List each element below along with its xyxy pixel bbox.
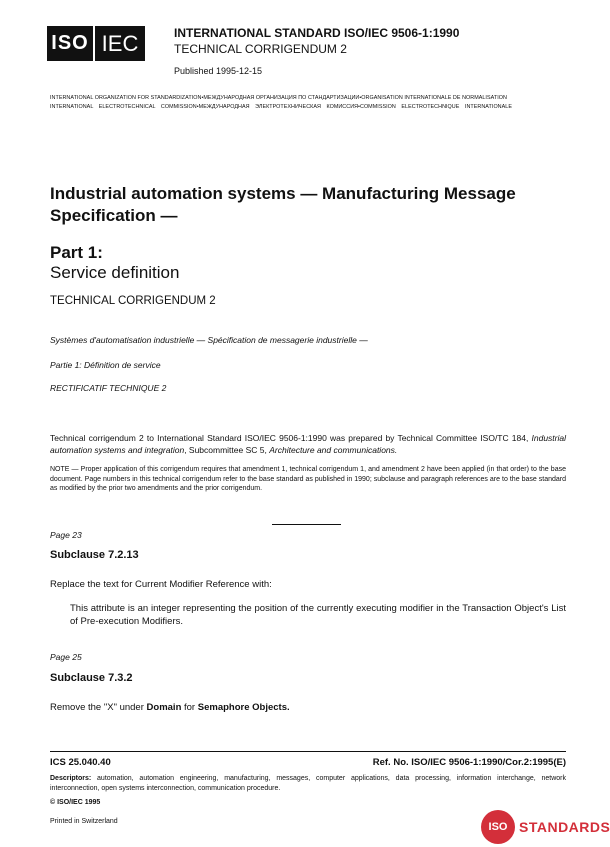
intro-subcommittee-title: Architecture and communications. [269,445,398,455]
replacement-text: This attribute is an integer representing the position of the currently executing modifier in the Transaction Object's List of Pre-execution Modifiers. [70,603,566,627]
reference-number: Ref. No. ISO/IEC 9506-1:1990/Cor.2:1995(E) [372,757,566,768]
french-part: Partie 1: Définition de service [50,360,161,370]
french-title: Systèmes d'automatisation industrielle — Spécification de messagerie industrielle — [50,335,368,345]
document-title: Industrial automation systems — Manufacturing Message Specification — [50,184,516,225]
subclause-heading: Subclause 7.3.2 [50,672,133,684]
divider [272,524,341,525]
subclause-heading: Subclause 7.2.13 [50,549,139,561]
ics-code: ICS 25.040.40 [50,757,111,768]
descriptors [50,774,566,794]
printed-in: Printed in Switzerland [50,818,118,825]
standard-number: INTERNATIONAL STANDARD ISO/IEC 9506-1:1990 [174,26,460,40]
watermark-badge: ISO [481,810,515,844]
instruction-text: Replace the text for Current Modifier Reference with: [50,579,272,590]
corrigendum-label: TECHNICAL CORRIGENDUM 2 [174,42,347,56]
instruction-domain: Domain [146,702,182,713]
org-line-iso: INTERNATIONAL ORGANIZATION FOR STANDARDIZATION•МЕЖДУНАРОДНАЯ ОРГАНИЗАЦИЯ ПО СТАНДАРТИЗАЦИИ•ORGANISATION INTERNATIONALE DE NORMALISATION [50,95,507,101]
tc-label: TECHNICAL CORRIGENDUM 2 [50,295,216,307]
instruction-part-a: Remove the "X" under [50,702,147,713]
footer-divider [50,751,566,752]
org-line-iec: INTERNATIONAL ELECTROTECHNICAL COMMISSION•МЕЖДУНАРОДНАЯ ЭЛЕКТРОТЕХНИЧЕСКАЯ КОМИССИЯ•COMMISSION ELECTROTECHNIQUE INTERNATIONALE [50,104,512,110]
part-label: Part 1: [50,243,103,262]
intro-text-c: , Subcommittee SC 5, [184,445,270,455]
note-paragraph: NOTE — Proper application of this corrigendum requires that amendment 1, technical corrigendum 1, and amendment 2 have been applied (in that order) to the base document. Page numbers in this technical corrigendum refer to the base standard as published in 1990; subclause and paragraph references are to the base standard as modified by the prior two amendments and the prior corrigendum. [50,466,566,492]
published-date: Published 1995-12-15 [174,66,263,76]
french-rectificatif: RECTIFICATIF TECHNIQUE 2 [50,383,167,393]
watermark-word: STANDARDS [519,819,610,835]
page-reference: Page 23 [50,530,82,540]
iso-logo: ISO [47,26,93,61]
intro-paragraph [50,432,566,456]
page-reference: Page 25 [50,652,82,662]
instruction-text [50,702,290,713]
part-subtitle: Service definition [50,263,180,282]
iso-iec-logo [47,26,145,61]
instruction-part-c: for [181,702,198,713]
watermark [481,810,610,844]
copyright: © ISO/IEC 1995 [50,799,101,806]
instruction-semaphore: Semaphore Objects. [197,702,290,713]
descriptors-label: Descriptors: [50,775,92,782]
descriptors-text: automation, automation engineering, manufacturing, messages, computer applications, data processing, information interchange, network interconnection, open systems interconnection, communication procedure. [50,775,566,792]
intro-committee-title: Industrial automation systems and integration [50,433,566,455]
intro-text-a: Technical corrigendum 2 to International Standard ISO/IEC 9506-1:1990 was prepared by Technical Committee ISO/TC 184, [50,433,532,443]
iec-logo: IEC [93,26,145,61]
